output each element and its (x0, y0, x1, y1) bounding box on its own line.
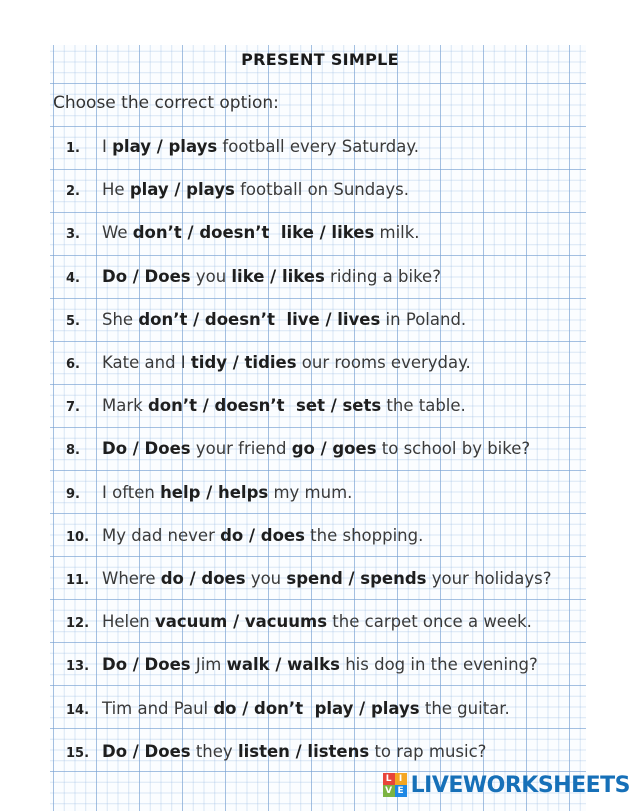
sentence-text: Helen (102, 612, 155, 632)
answer-options: Do / Does (102, 439, 191, 459)
exercise-item (66, 267, 441, 291)
sentence-text: He (102, 180, 130, 200)
answer-options: Do / Does (102, 655, 191, 675)
instruction-text: Choose the correct option: (53, 93, 279, 113)
item-number: 13. (66, 659, 90, 675)
sentence-text: the guitar. (419, 698, 510, 718)
sentence-text: to rap music? (369, 741, 487, 761)
sentence-text: I (102, 137, 113, 156)
item-number: 9. (66, 486, 80, 502)
sentence-text: football on Sundays. (234, 180, 409, 200)
item-number: 8. (66, 443, 80, 459)
liveworksheets-logo-text: LIVEWORKSHEETS (410, 772, 630, 798)
item-number: 5. (66, 313, 80, 329)
sentence-text: your friend (190, 439, 292, 459)
exercise-item (66, 310, 466, 334)
item-number: 2. (66, 184, 80, 200)
answer-options: spend / spends (286, 569, 427, 588)
exercise-item (66, 396, 466, 420)
sentence-text: football every Saturday. (217, 137, 419, 156)
item-number: 14. (66, 702, 90, 718)
answer-options: like / likes (231, 266, 325, 286)
item-number: 4. (66, 270, 80, 286)
answer-options: listen / listens (237, 741, 370, 761)
sentence-text: riding a bike? (324, 266, 441, 286)
sentence-text: milk. (374, 223, 420, 243)
sentence-text: My dad never (102, 525, 221, 545)
answer-options: play / plays (112, 137, 218, 156)
sentence-text: the table. (381, 396, 466, 416)
sentence-text: to school by bike? (376, 439, 531, 459)
answer-options: tidy / tidies (190, 353, 297, 372)
exercise-item (66, 742, 486, 766)
answer-options: don’t / doesn’t live / lives (138, 309, 381, 329)
exercise-item (66, 180, 409, 204)
logo-tile: E (395, 785, 407, 797)
answer-options: do / does (220, 525, 305, 545)
item-number: 7. (66, 400, 80, 416)
answer-options: vacuum / vacuums (155, 612, 328, 632)
sentence-text: Kate and I (102, 353, 191, 372)
item-number: 1. (66, 141, 80, 156)
sentence-text: She (102, 309, 139, 329)
sentence-text: your holidays? (426, 569, 552, 588)
answer-options: Do / Does (102, 266, 191, 286)
exercise-item (66, 223, 420, 247)
sentence-text: the carpet once a week. (327, 612, 532, 632)
sentence-text: his dog in the evening? (339, 655, 538, 675)
sentence-text: you (245, 569, 287, 588)
logo-tile: L (383, 773, 395, 785)
answer-options: help / helps (160, 482, 269, 502)
sentence-text: our rooms everyday. (296, 353, 471, 372)
answer-options: do / does (160, 569, 246, 588)
item-number: 3. (66, 227, 80, 243)
sentence-text: you (190, 266, 232, 286)
sentence-text: Jim (190, 655, 227, 675)
item-number: 6. (66, 357, 80, 372)
page-title: PRESENT SIMPLE (241, 50, 399, 69)
exercise-item (66, 439, 530, 463)
sentence-text: We (102, 223, 133, 243)
exercise-item (66, 612, 532, 636)
sentence-text: Tim and Paul (102, 698, 214, 718)
sentence-text: in Poland. (380, 309, 467, 329)
liveworksheets-logo (383, 770, 630, 800)
liveworksheets-logo-icon (383, 773, 407, 797)
exercise-item (66, 569, 552, 593)
exercise-item (66, 526, 423, 550)
exercise-item (66, 483, 352, 507)
answer-options: don’t / doesn’t set / sets (147, 396, 382, 416)
exercise-item (66, 699, 510, 723)
sentence-text: the shopping. (304, 525, 424, 545)
answer-options: play / plays (129, 180, 235, 200)
sentence-text: Mark (102, 396, 148, 416)
exercise-item (66, 137, 419, 161)
sentence-text: my mum. (268, 482, 353, 502)
item-number: 10. (66, 529, 90, 545)
answer-options: walk / walks (226, 655, 340, 675)
answer-options: go / goes (291, 439, 377, 459)
item-number: 11. (66, 573, 90, 588)
sentence-text: Where (102, 569, 161, 588)
answer-options: don’t / doesn’t like / likes (132, 223, 375, 243)
answer-options: Do / Does (102, 741, 191, 761)
exercise-item (66, 353, 471, 377)
logo-tile: V (383, 785, 395, 797)
sentence-text: I often (102, 482, 161, 502)
item-number: 15. (66, 745, 90, 761)
logo-tile: I (395, 773, 407, 785)
sentence-text: they (190, 741, 238, 761)
answer-options: do / don’t play / plays (213, 698, 420, 718)
item-number: 12. (66, 616, 90, 632)
exercise-item (66, 655, 538, 679)
